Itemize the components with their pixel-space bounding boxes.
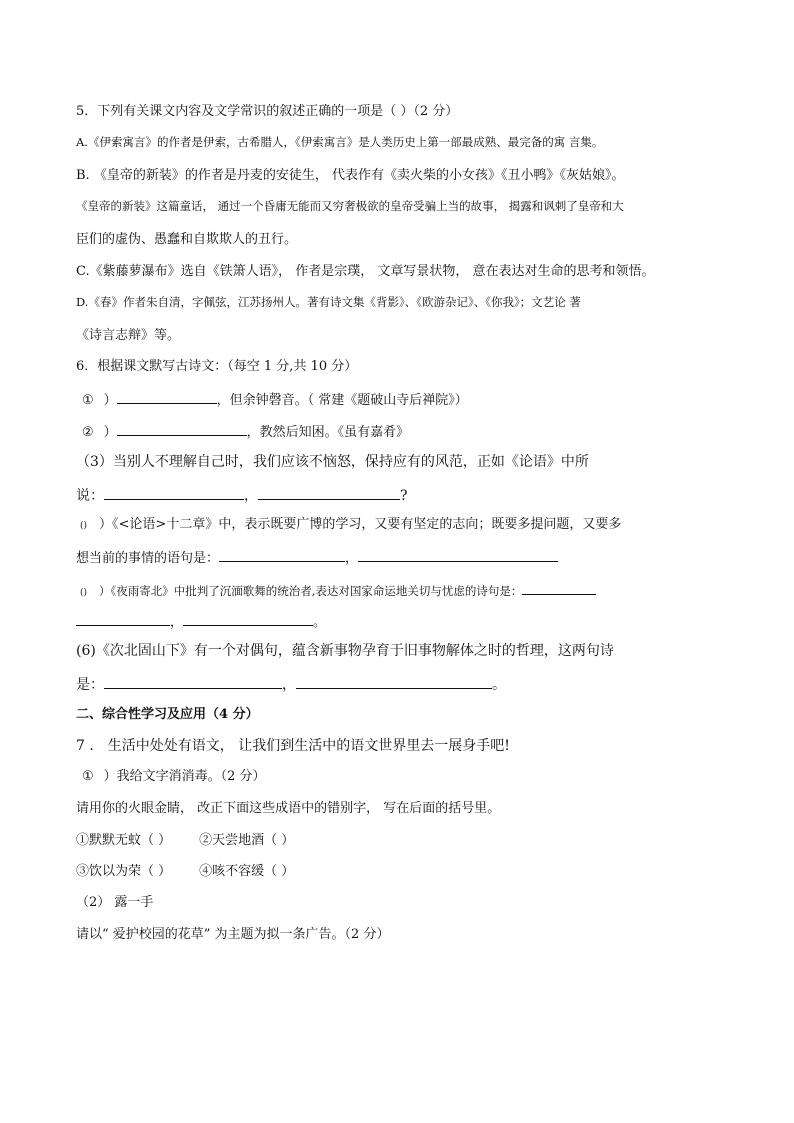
q6-item-3-line1: （3）当别人不理解自己时，我们应该不恼怒，保持应有的风范，正如《论语》中所	[76, 454, 589, 470]
idiom-4: ④咳不容缓（ ）	[199, 864, 295, 879]
q6-item-2: ② ） ，教然后知困。《虽有嘉肴》	[82, 425, 410, 440]
q6-blank-1[interactable]	[117, 391, 217, 404]
idiom-3: ③饮以为荣（ ）	[76, 864, 172, 879]
q6-item-5-line1: () ）《夜雨寄北》中批判了沉湎歌舞的统治者,表达对国家命运地关切与忧虑的诗句是：	[76, 582, 596, 598]
q6-blank-6b[interactable]	[296, 676, 492, 689]
q7-part-1-instruction: 请用你的火眼金睛， 改正下面这些成语中的错别字， 写在后面的括号里。	[76, 801, 501, 816]
q6-blank-4b[interactable]	[358, 549, 558, 562]
q5-title: 5．下列有关课文内容及文学常识的叙述正确的一项是（ ）（2 分）	[76, 104, 459, 119]
q6-item-5-line2: ， 。	[76, 613, 326, 629]
q6-blank-5a[interactable]	[522, 582, 596, 595]
q7-part-1: ① ）我给文字消消毒。（2 分）	[82, 769, 266, 784]
q5-option-d: D.《春》作者朱自清，字佩弦，江苏扬州人。著有诗文集《背影》、《欧游杂记》、《你我》；文艺论 著	[76, 295, 581, 309]
q7-part-1-number: ①	[82, 769, 94, 784]
q7-idiom-row-1	[76, 834, 294, 847]
q7-idiom-row-2	[76, 865, 294, 878]
q7-title: 7 ． 生活中处处有语文， 让我们到生活中的语文世界里去一展身手吧!	[76, 738, 510, 754]
q6-item-4-line1: () ）《<论语>十二章》中，表示既要广博的学习，又要有坚定的志向；既要多提问题，又要多	[80, 517, 622, 532]
q6-item-6-line2: 是： ， 。	[76, 677, 506, 693]
q5-option-b-continued: 《皇帝的新装》这篇童话， 通过一个昏庸无能而又穷奢极欲的皇帝受骗上当的故事， 揭露和讽刺了皇帝和大	[76, 199, 624, 213]
q5-option-d-continued: 《诗言志辩》等。	[76, 328, 181, 343]
q5-option-a: A.《伊索寓言》的作者是伊索，古希腊人，《伊索寓言》是人类历史上第一部最成熟、最完备的寓 言集。	[76, 135, 604, 149]
q6-item-3-line2: 说： ， ?	[76, 488, 408, 504]
q5-option-b: B. 《皇帝的新装》的作者是丹麦的安徒生， 代表作有《卖火柴的小女孩》《丑小鸭》《灰姑娘》。	[76, 168, 625, 183]
q6-blank-5c[interactable]	[183, 613, 313, 626]
q6-item-4-line2: 想当前的事情的语句是： ，	[76, 549, 558, 565]
q6-blank-2[interactable]	[117, 423, 247, 436]
idiom-1: ①默默无蚊（ ）	[76, 833, 172, 848]
q6-title: 6．根据课文默写古诗文：（每空 1 分,共 10 分）	[76, 359, 358, 374]
idiom-2: ②天尝地酒（ ）	[199, 833, 295, 848]
q6-blank-4a[interactable]	[219, 549, 345, 562]
q6-item-6-line1: (6)《次北固山下》有一个对偶句，蕴含新事物孕育于旧事物解体之时的哲理，这两句诗	[76, 643, 614, 659]
q5-option-c: C.《紫藤萝瀑布》选自《铁箫人语》， 作者是宗璞， 文章写景状物， 意在表达对生命的思考和领悟。	[76, 264, 655, 279]
q6-item-4-number: ()	[80, 521, 88, 531]
q6-blank-5b[interactable]	[76, 613, 170, 626]
section-2-heading: 二、综合性学习及应用（4 分）	[76, 707, 259, 722]
q5-option-b-continued-2: 臣们的虚伪、愚蠢和自欺欺人的丑行。	[76, 232, 298, 247]
q6-blank-6a[interactable]	[104, 676, 282, 689]
q6-blank-3b[interactable]	[258, 487, 400, 500]
q7-part-2-instruction: 请以“ 爱护校园的花草” 为主题为拟一条广告。（2 分）	[76, 927, 390, 942]
q6-item-1-number: ①	[82, 393, 94, 408]
q7-part-2-title: （2） 露一手	[76, 895, 154, 910]
q6-blank-3a[interactable]	[104, 487, 244, 500]
q6-item-5-number: ()	[80, 588, 88, 598]
q6-item-1: ① ） ，但余钟磬音。（ 常建《题破山寺后禅院》）	[82, 393, 468, 408]
q6-item-2-number: ②	[82, 425, 94, 440]
